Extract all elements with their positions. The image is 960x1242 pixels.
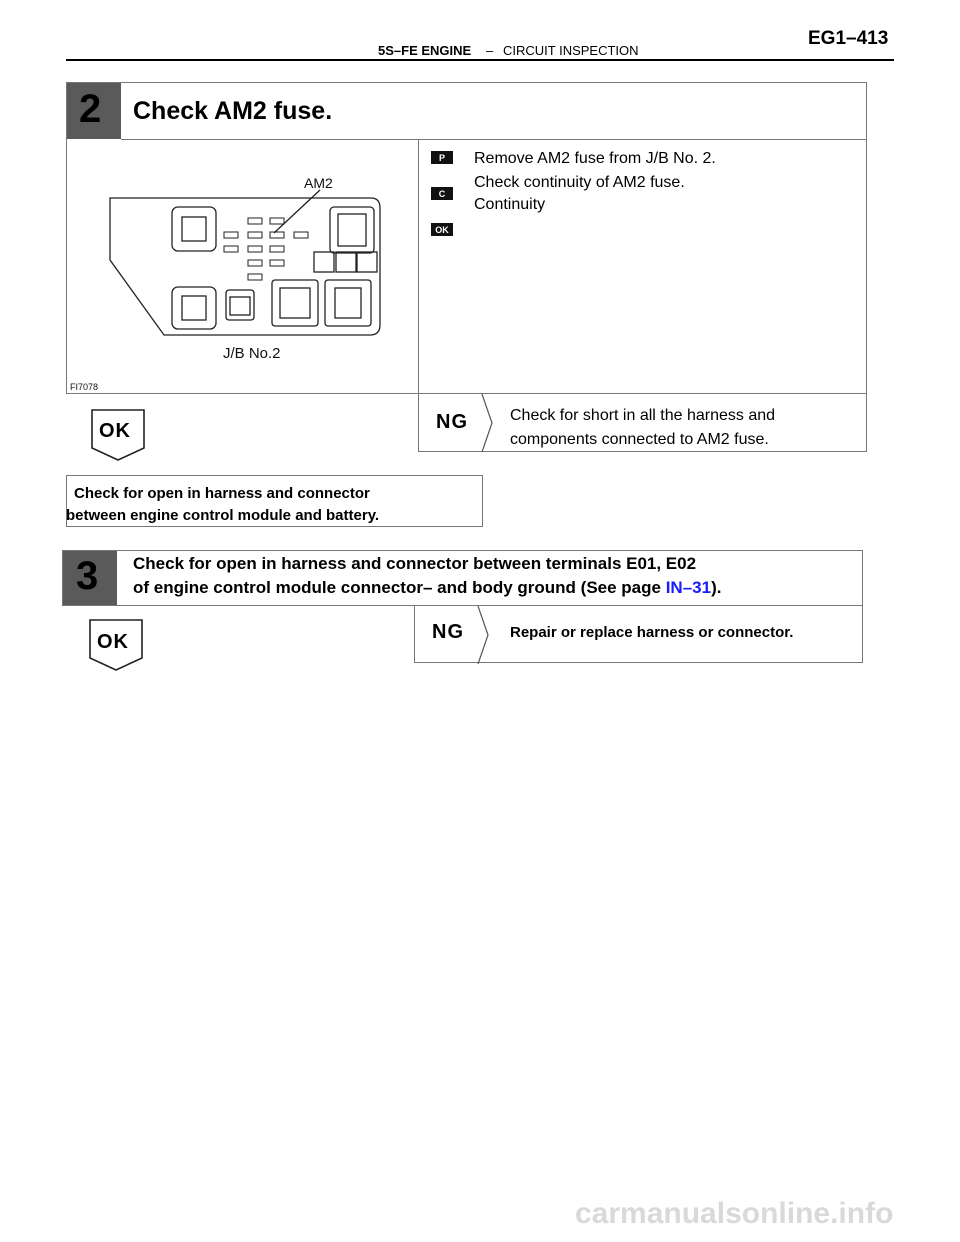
watermark: carmanualsonline.info bbox=[575, 1197, 894, 1230]
step2-ng-line-2: components connected to AM2 fuse. bbox=[510, 431, 769, 448]
ng-chevron-icon bbox=[480, 394, 496, 452]
result-line-1: Check for open in harness and connector bbox=[74, 485, 370, 502]
header-section: 5S–FE ENGINE bbox=[378, 43, 472, 58]
figure-callout: AM2 bbox=[304, 175, 333, 191]
step2-number: 2 bbox=[79, 87, 102, 131]
step2-ng-left-rule bbox=[418, 394, 419, 451]
ng-chevron-icon-2 bbox=[476, 606, 492, 664]
step3-number-box bbox=[63, 551, 117, 605]
step3-ng-left-rule bbox=[414, 606, 415, 662]
step3-ng-label: NG bbox=[432, 621, 464, 643]
page-number: EG1–413 bbox=[808, 28, 889, 49]
step2-line-2: Check continuity of AM2 fuse. bbox=[474, 174, 685, 191]
result-line-2: between engine control module and battery. bbox=[66, 507, 380, 524]
badge-c: C bbox=[431, 187, 453, 200]
step3-ng-text: Repair or replace harness or connector. bbox=[510, 624, 794, 641]
step2-line-3: Continuity bbox=[474, 196, 546, 213]
step2-ng-right-rule bbox=[866, 394, 867, 452]
header-subsection: CIRCUIT INSPECTION bbox=[503, 43, 639, 58]
step2-ok-label: OK bbox=[99, 420, 131, 442]
header-rule bbox=[66, 59, 894, 61]
step3-title-line-2 bbox=[133, 576, 721, 600]
step2-divider bbox=[418, 140, 419, 394]
step2-number-box bbox=[67, 83, 121, 139]
figure-caption: J/B No.2 bbox=[223, 345, 281, 362]
figure-id: FI7078 bbox=[70, 382, 99, 392]
page-link[interactable]: IN–31 bbox=[665, 578, 712, 597]
step2-line-1: Remove AM2 fuse from J/B No. 2. bbox=[474, 150, 716, 167]
step3-number: 3 bbox=[76, 554, 99, 598]
step2-ng-label: NG bbox=[436, 411, 468, 433]
header-dash: – bbox=[486, 43, 494, 58]
step3-ng-right-rule bbox=[862, 606, 863, 663]
step3-title-line-1: Check for open in harness and connector between terminals E01, E02 bbox=[133, 554, 697, 573]
step2-title: Check AM2 fuse. bbox=[133, 97, 333, 125]
step2-ng-line-1: Check for short in all the harness and bbox=[510, 407, 776, 424]
step3-title-post: ). bbox=[711, 578, 722, 597]
step3-ok-label: OK bbox=[97, 631, 129, 653]
step3-title-pre: of engine control module connector– and body ground (See page bbox=[133, 578, 666, 597]
jb-fuse-figure bbox=[68, 140, 417, 394]
badge-ok: OK bbox=[431, 223, 453, 236]
badge-p: P bbox=[431, 151, 453, 164]
